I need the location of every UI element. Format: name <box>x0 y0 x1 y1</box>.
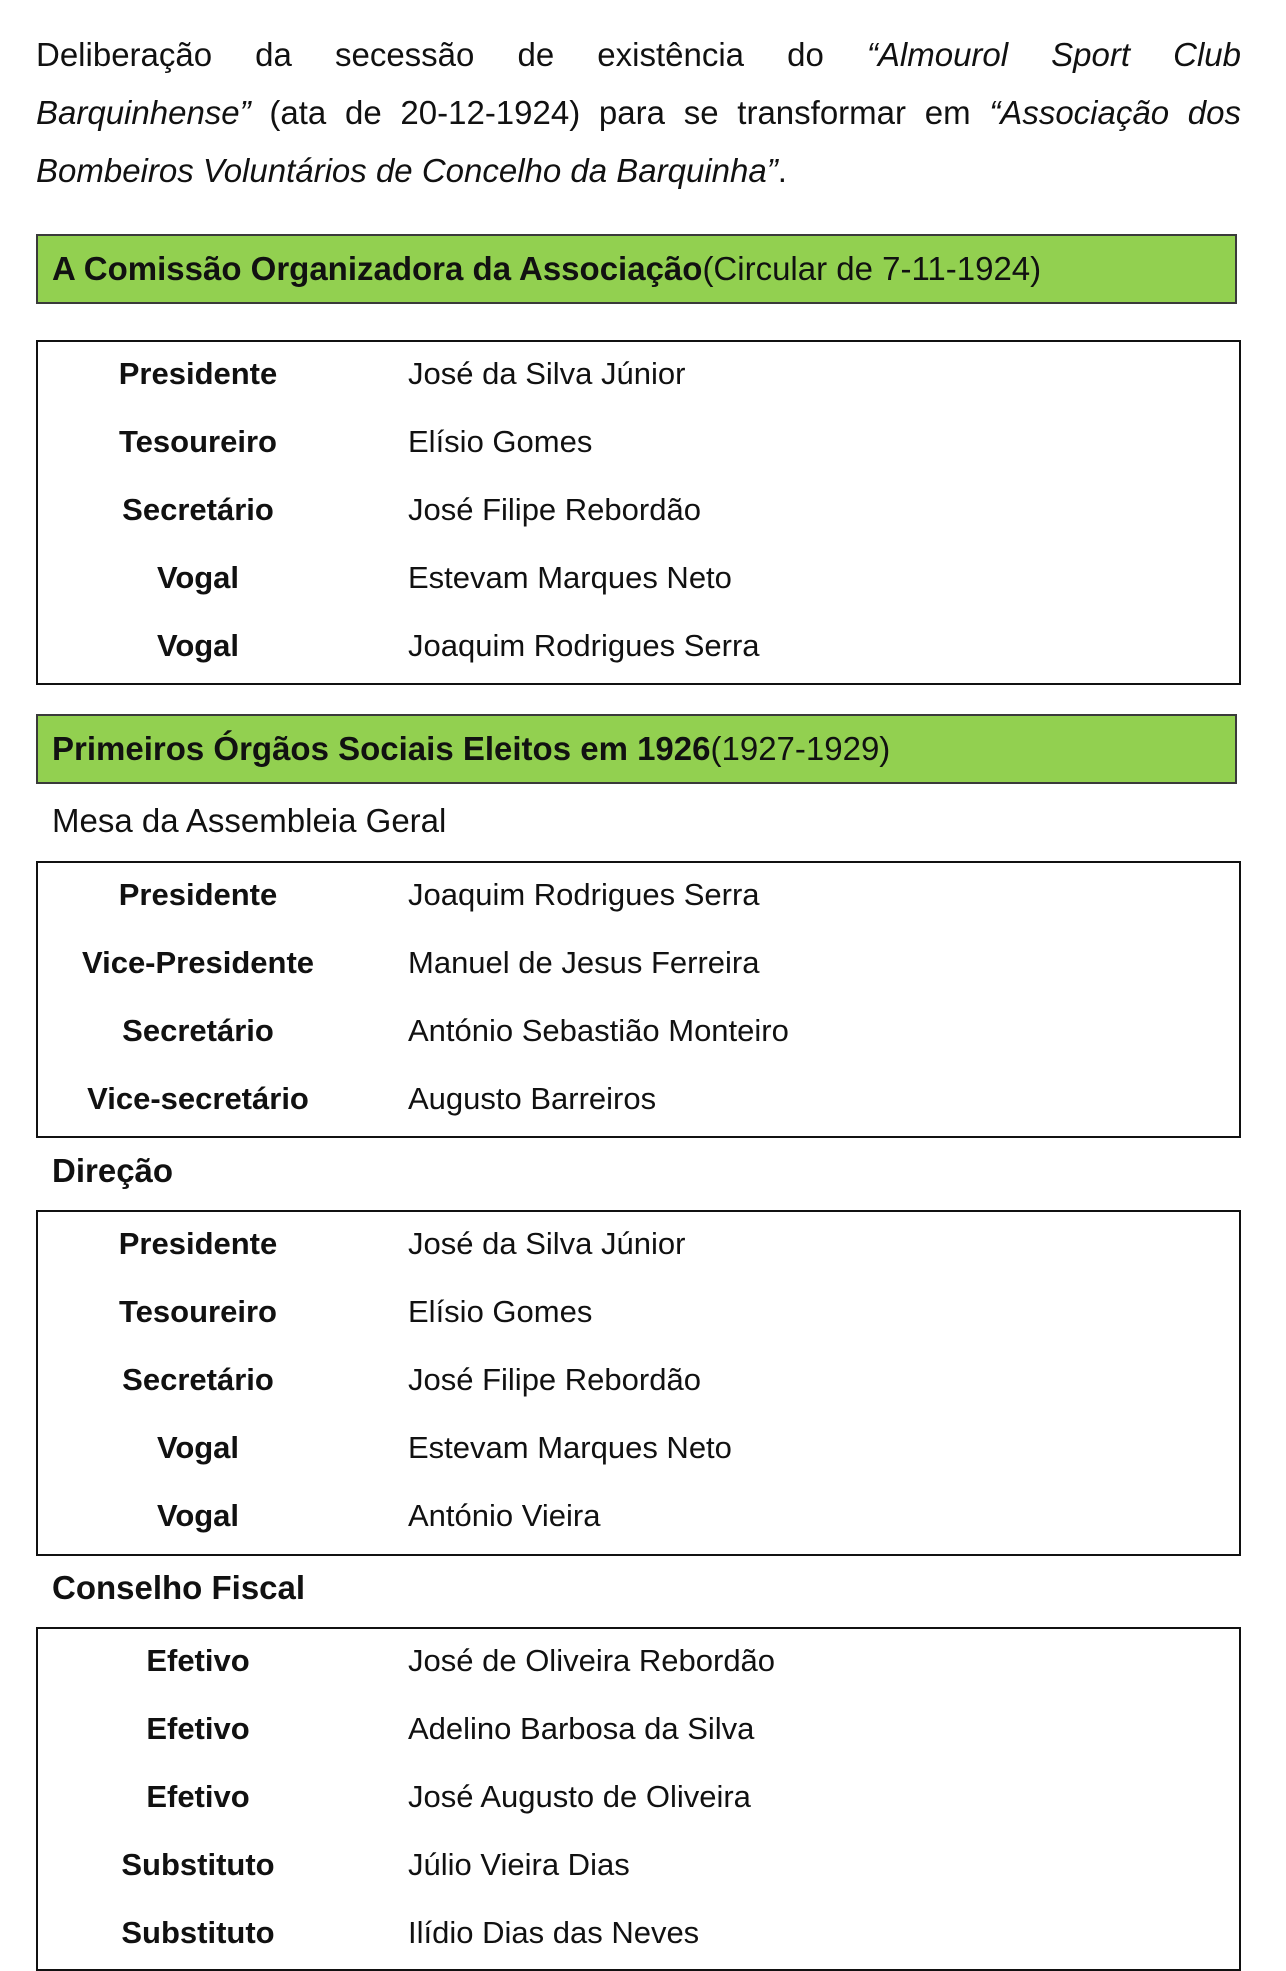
member-name: Estevam Marques Neto <box>408 1430 732 1465</box>
direction-members-box <box>36 1210 1241 1556</box>
role-label: Secretário <box>122 1362 274 1397</box>
commission-heading-bold: A Comissão Organizadora da Associação <box>52 250 703 287</box>
member-row <box>38 1226 1239 1266</box>
member-row <box>38 1013 1239 1053</box>
fiscal-title: Conselho Fiscal <box>52 1569 306 1606</box>
commission-members-box <box>36 340 1241 685</box>
member-name: José de Oliveira Rebordão <box>408 1643 776 1678</box>
member-name: António Sebastião Monteiro <box>408 1013 789 1048</box>
member-row <box>38 1643 1239 1683</box>
role-label: Efetivo <box>146 1779 250 1814</box>
member-row <box>38 356 1239 396</box>
member-name: António Vieira <box>408 1498 601 1533</box>
role-label: Vogal <box>156 1498 240 1533</box>
direction-title: Direção <box>52 1152 174 1189</box>
role-label: Vogal <box>156 1430 240 1465</box>
role-label: Vogal <box>156 628 240 663</box>
member-name: Adelino Barbosa da Silva <box>408 1711 755 1746</box>
intro-paragraph <box>36 26 1241 200</box>
member-name: José Filipe Rebordão <box>408 1362 701 1397</box>
member-row <box>38 1498 1239 1538</box>
fiscal-members-box <box>36 1627 1241 1971</box>
role-label: Presidente <box>118 1226 278 1261</box>
role-label: Vice-Presidente <box>81 945 315 980</box>
member-row <box>38 1915 1239 1955</box>
intro-line-1: Deliberação da secessão de existência do “Almourol Sport Club <box>36 36 1242 73</box>
member-row <box>38 424 1239 464</box>
member-name: Elísio Gomes <box>408 424 593 459</box>
member-name: Ilídio Dias das Neves <box>408 1915 700 1950</box>
role-label: Vice-secretário <box>87 1081 309 1116</box>
member-row <box>38 1779 1239 1819</box>
member-row <box>38 1294 1239 1334</box>
role-label: Presidente <box>118 356 278 391</box>
role-label: Substituto <box>121 1847 275 1882</box>
assembly-title: Mesa da Assembleia Geral <box>52 802 447 839</box>
member-row <box>38 1081 1239 1121</box>
member-row <box>38 945 1239 985</box>
member-row <box>38 877 1239 917</box>
member-row <box>38 1362 1239 1402</box>
role-label: Vogal <box>156 560 240 595</box>
member-name: Joaquim Rodrigues Serra <box>408 628 760 663</box>
member-name: Manuel de Jesus Ferreira <box>408 945 760 980</box>
member-name: José Filipe Rebordão <box>408 492 701 527</box>
member-name: José Augusto de Oliveira <box>408 1779 751 1814</box>
assembly-members-box <box>36 861 1241 1138</box>
member-row <box>38 628 1239 668</box>
role-label: Secretário <box>122 1013 274 1048</box>
member-name: José da Silva Júnior <box>408 1226 686 1261</box>
member-name: José da Silva Júnior <box>408 356 686 391</box>
intro-line-2: Barquinhense” (ata de 20-12-1924) para se transformar em “Associação dos <box>36 94 1241 131</box>
intro-line-3: Bombeiros Voluntários de Concelho da Barquinha”. <box>36 152 787 189</box>
member-name: Estevam Marques Neto <box>408 560 732 595</box>
first-bodies-heading-bold: Primeiros Órgãos Sociais Eleitos em 1926 <box>52 730 711 767</box>
member-row <box>38 492 1239 532</box>
member-name: Júlio Vieira Dias <box>408 1847 630 1882</box>
member-row <box>38 1847 1239 1887</box>
member-row <box>38 1711 1239 1751</box>
member-name: Augusto Barreiros <box>408 1081 657 1116</box>
member-name: Elísio Gomes <box>408 1294 593 1329</box>
first-bodies-heading-years: (1927-1929) <box>710 730 891 767</box>
commission-heading-date: (Circular de 7-11-1924) <box>702 250 1042 287</box>
role-label: Presidente <box>118 877 278 912</box>
member-name: Joaquim Rodrigues Serra <box>408 877 760 912</box>
role-label: Efetivo <box>146 1643 250 1678</box>
commission-heading-bar <box>36 234 1237 304</box>
role-label: Tesoureiro <box>119 1294 277 1329</box>
role-label: Substituto <box>121 1915 275 1950</box>
member-row <box>38 1430 1239 1470</box>
role-label: Efetivo <box>146 1711 250 1746</box>
first-bodies-heading-bar <box>36 714 1237 784</box>
member-row <box>38 560 1239 600</box>
role-label: Secretário <box>122 492 274 527</box>
role-label: Tesoureiro <box>119 424 277 459</box>
